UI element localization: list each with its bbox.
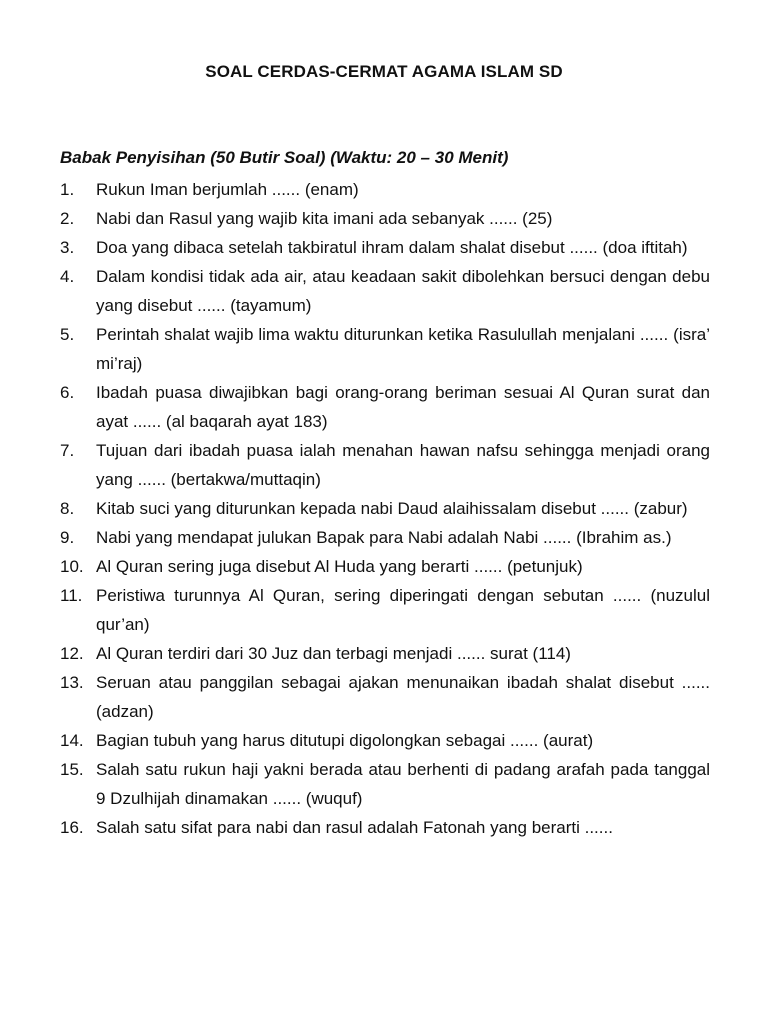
question-item — [60, 755, 710, 813]
question-number: 12. — [60, 644, 84, 663]
question-text: Dalam kondisi tidak ada air, atau keadaan sakit dibolehkan bersuci dengan debu yang disebut ...... (tayamum) — [96, 267, 710, 315]
question-item — [60, 813, 710, 842]
question-item — [60, 523, 710, 552]
question-number: 15. — [60, 760, 84, 779]
question-number: 7. — [60, 441, 75, 460]
question-text: Nabi dan Rasul yang wajib kita imani ada sebanyak ...... (25) — [96, 209, 553, 228]
question-text: Perintah shalat wajib lima waktu diturunkan ketika Rasulullah menjalani ...... (isra’ mi’raj) — [96, 325, 710, 373]
question-text: Bagian tubuh yang harus ditutupi digolongkan sebagai ...... (aurat) — [96, 731, 594, 750]
question-item — [60, 436, 710, 494]
question-number: 1. — [60, 180, 75, 199]
question-item — [60, 494, 710, 523]
question-text: Al Quran sering juga disebut Al Huda yang berarti ...... (petunjuk) — [96, 557, 583, 576]
question-text: Al Quran terdiri dari 30 Juz dan terbagi menjadi ...... surat (114) — [96, 644, 571, 663]
question-item — [60, 233, 710, 262]
question-number: 9. — [60, 528, 75, 547]
question-number: 4. — [60, 267, 75, 286]
question-item — [60, 639, 710, 668]
question-item — [60, 552, 710, 581]
question-number: 11. — [60, 586, 83, 605]
question-number: 10. — [60, 557, 84, 576]
question-text: Seruan atau panggilan sebagai ajakan menunaikan ibadah shalat disebut ...... (adzan) — [96, 673, 710, 721]
question-number: 13. — [60, 673, 84, 692]
question-number: 6. — [60, 383, 75, 402]
question-item — [60, 378, 710, 436]
question-text: Ibadah puasa diwajibkan bagi orang-orang beriman sesuai Al Quran surat dan ayat ...... (al baqarah ayat 183) — [96, 383, 710, 431]
question-number: 8. — [60, 499, 75, 518]
question-item — [60, 320, 710, 378]
question-text: Peristiwa turunnya Al Quran, sering diperingati dengan sebutan ...... (nuzulul qur’an) — [96, 586, 710, 634]
question-text: Salah satu rukun haji yakni berada atau berhenti di padang arafah pada tanggal 9 Dzulhijah dinamakan ...... (wuquf) — [96, 760, 710, 808]
question-text: Nabi yang mendapat julukan Bapak para Nabi adalah Nabi ...... (Ibrahim as.) — [96, 528, 672, 547]
question-text: Salah satu sifat para nabi dan rasul adalah Fatonah yang berarti ...... — [96, 818, 613, 837]
question-item — [60, 726, 710, 755]
question-number: 5. — [60, 325, 75, 344]
question-item — [60, 175, 710, 204]
question-text: Doa yang dibaca setelah takbiratul ihram dalam shalat disebut ...... (doa iftitah) — [96, 238, 688, 257]
section-heading: Babak Penyisihan (50 Butir Soal) (Waktu: 20 – 30 Menit) — [60, 148, 509, 167]
question-item — [60, 204, 710, 233]
question-item — [60, 668, 710, 726]
question-text: Tujuan dari ibadah puasa ialah menahan hawan nafsu sehingga menjadi orang yang ...... (bertakwa/muttaqin) — [96, 441, 710, 489]
question-text: Rukun Iman berjumlah ...... (enam) — [96, 180, 359, 199]
question-number: 3. — [60, 238, 75, 257]
question-text: Kitab suci yang diturunkan kepada nabi Daud alaihissalam disebut ...... (zabur) — [96, 499, 688, 518]
question-number: 16. — [60, 818, 84, 837]
document-title: SOAL CERDAS-CERMAT AGAMA ISLAM SD — [205, 62, 563, 81]
question-number: 14. — [60, 731, 84, 750]
question-list — [60, 175, 710, 842]
question-item — [60, 262, 710, 320]
question-item — [60, 581, 710, 639]
question-number: 2. — [60, 209, 75, 228]
